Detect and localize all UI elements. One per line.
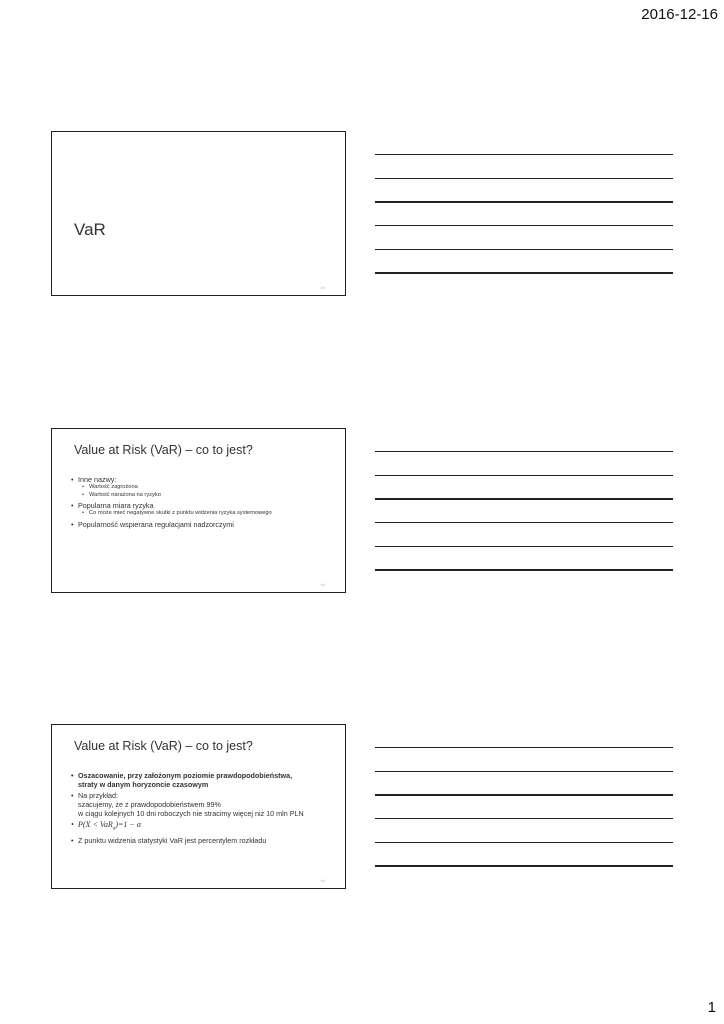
sub-bullet: • Wartość zagrożona [71,484,336,492]
note-line [375,794,673,795]
note-line [375,842,673,843]
bullet: • Z punktu widzenia statystyki VaR jest percentylem rozkładu [71,836,336,845]
slide-title: Value at Risk (VaR) – co to jest? [74,739,253,753]
slide-number: ## [320,878,325,883]
note-line [375,225,673,226]
slide-body [71,769,336,845]
bullet: • Popularność wspierana regulacjami nadzorczymi [71,520,336,529]
print-date: 2016-12-16 [641,6,718,23]
note-line [375,201,673,202]
notes-lines-1 [375,154,673,296]
bullet: • Inne nazwy: [71,475,336,484]
sub-bullet: • Co może mieć negatywne skutki z punktu widzenia ryzyka systemowego [71,510,336,518]
slide-3 [51,724,346,889]
formula-subscript: α [112,826,116,832]
slide-title: Value at Risk (VaR) – co to jest? [74,443,253,457]
bullet-line: Oszacowanie, przy założonym poziomie prawdopodobieństwa, [78,771,293,780]
note-line [375,546,673,547]
note-line [375,818,673,819]
note-line [375,272,673,273]
note-line [375,451,673,452]
note-line [375,249,673,250]
formula-part: P(X < VaR [78,820,113,829]
slide-number: ## [320,582,325,587]
note-line [375,522,673,523]
slide-number: ## [320,285,325,290]
formula-part: )=1 − α [115,820,142,829]
slide-title: VaR [74,220,106,239]
bullet [71,791,336,818]
note-line [375,475,673,476]
note-line [375,569,673,570]
slide-body [71,473,336,529]
note-line [375,865,673,866]
bullet-line: w ciągu kolejnych 10 dni roboczych nie stracimy więcej niż 10 mln PLN [78,809,304,818]
notes-lines-3 [375,747,673,889]
note-line [375,178,673,179]
bullet-line: szacujemy, że z prawdopodobieństwem 99% [78,800,221,809]
formula-bullet [71,820,336,834]
note-line [375,747,673,748]
slide-1 [51,131,346,296]
bullet: • Popularna miara ryzyka [71,501,336,510]
note-line [375,154,673,155]
note-line [375,498,673,499]
bullet [71,771,336,789]
bullet-line: Na przykład: [78,791,118,800]
slide-2 [51,428,346,593]
note-line [375,771,673,772]
notes-lines-2 [375,451,673,593]
sub-bullet: • Wartość narażona na ryzyko [71,492,336,500]
page-number: 1 [707,999,716,1016]
bullet-line: straty w danym horyzoncie czasowym [78,780,209,789]
